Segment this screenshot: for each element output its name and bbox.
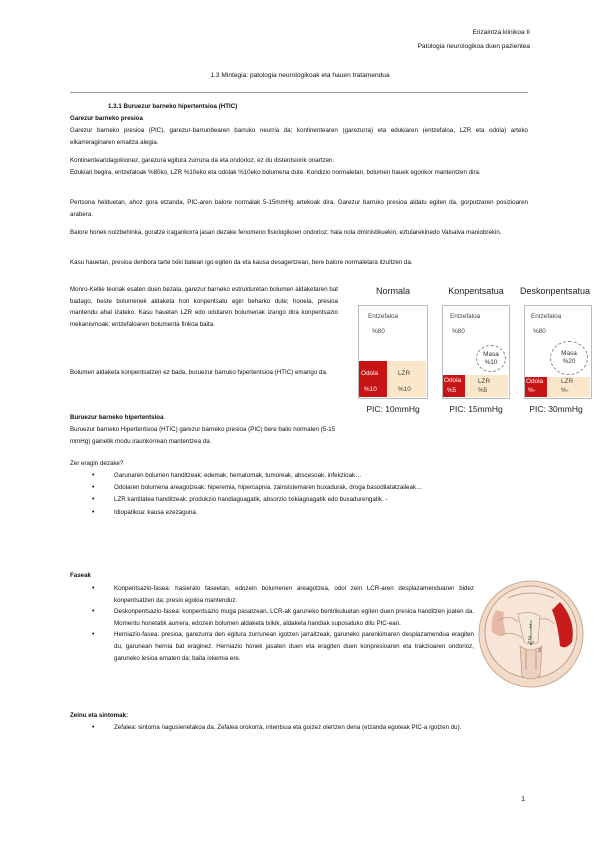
para-balore-normalak: Pertsona helduetan, ahoz gora etzanda, PIC-aren balore normalak 5-15mmHg artekoak dira. Garezur barruko presioa aldatu egiten da, gorputzaren posizioaren arabera. bbox=[70, 199, 528, 218]
para-monro-kellie: Monro-Kellie teoriak esaten duen bezala, garezur barneko estrukturetan bolumen aldaketaren bat badago, beste bolumenek aldaketa hori konpentsatu egin beharko dute; honela, presioa mantendu ahal izateko. Kasu hauetan LZR edo odolaren bolumenak izango dira konpentsazio mekanismoak; entzefaloaren bolumenta finkoa baita. bbox=[70, 286, 338, 328]
para-htic-definition: Buruezur barneko Hipertentsioa (HTIC) garezur barneko presioa (PIC) bere balio normalen (5-15 mmHg) gainetik modu iraunkorrean mantentzea da. bbox=[70, 426, 336, 445]
odola-label: Odola bbox=[526, 378, 544, 385]
list-item: • LZR kantitatea handitzeak: produkzio handiagoagatik, absorzio txikiagoagatik edo buxadurengatik. - bbox=[92, 494, 528, 506]
title-divider bbox=[70, 92, 528, 93]
para-kausa-desagertzean: Kasu hauetan, presioa denbora tarte txiki batean igo egiten da eta kausa desagertzean, bere balore normaletara itzultzen da. bbox=[70, 259, 413, 266]
header-subject: Patologia neurologikoa duen pazientea bbox=[417, 43, 530, 50]
col-title-deskonpentsatua: Deskonpentsatua bbox=[519, 286, 591, 296]
odola-label: Odola bbox=[444, 377, 462, 384]
lzr-label: LZR bbox=[478, 378, 491, 385]
entz-label: Entzefaloa bbox=[531, 313, 562, 320]
entz-pct: %80 bbox=[452, 328, 465, 335]
masa-ellipse bbox=[476, 345, 506, 372]
page-number: 1 bbox=[521, 796, 525, 803]
lzr-label: LZR bbox=[398, 370, 411, 377]
header-course: Erizaintza klinikoa II bbox=[472, 29, 530, 36]
heading-htic: Buruezur barneko hipertentsioa bbox=[70, 414, 164, 421]
lzr-label: LZR bbox=[561, 378, 574, 385]
para-pic-definition: Garezur barneko presioa (PIC), garezur-barrunbearen barruko neurria da; kontinentearen (garezurra) eta edukiaren (entzefaloa, LZR eta odola) arteko elkarreraginaren emaitza alegia. bbox=[70, 127, 528, 146]
heading-garezur-presioa: Garezur barneko presioa bbox=[70, 115, 143, 122]
pic-deskonpentsatua: PIC: 30mmHg bbox=[529, 404, 583, 414]
masa-pct: %10 bbox=[484, 358, 498, 366]
list-item: • Garunaren bolumen handitzeak: edemak, hematomak, tumoreak, abscesoak, infekzioak… bbox=[92, 470, 528, 482]
pic-konpentsatua: PIC: 15mmHg bbox=[449, 404, 503, 414]
list-item: • Odolaren bolumena areagotzeak: hiperemia, hipercapnia, zainsistemaren buxadurak, droga basodilatatzaileak… bbox=[92, 482, 528, 494]
list-item: • Idiopatikoa: kausa ezezaguna. bbox=[92, 507, 528, 519]
pic-normala: PIC: 10mmHg bbox=[366, 404, 420, 414]
subsection-title: 1.3.1 Buruezur barneko hipertentsioa (HTIC) bbox=[108, 103, 238, 110]
para-kontinentea: Kontinentearidagokionez, garezura egitura zurruna da eta ondorioz, ez du distentsiorik onartzen. bbox=[70, 157, 335, 164]
list-item: • Deskonpentsazio-fasea: konpentsazio muga pasatzean, LCR-ak garuneko bentrikuluetan egiten duen presioa handitzen joaten da. Momentu honetatik aurrera, edozein bolumen aldaketa txikik, aldaketa handiak suposatuko ditu PIC-ean. bbox=[92, 606, 474, 629]
masa-pct: %20 bbox=[562, 358, 576, 365]
odola-label: Odola bbox=[361, 370, 379, 377]
brain-icon bbox=[478, 580, 584, 688]
list-item: • Zefalea: sintoma nagusienetakoa da. Zefalea orokorra, intentsua eta goizez olertzen dena (etzanda egoteak PIC-a igotzen du). bbox=[92, 722, 528, 734]
entz-label: Entzefaloa bbox=[450, 313, 481, 320]
entz-pct: %80 bbox=[372, 328, 385, 335]
svg-text:2: 2 bbox=[528, 636, 531, 642]
para-edukia: Edukiari begira, entzefaloak %80ko, LZR %10eko eta odolak %10eko bolumena dute. Kondizio normaletan, bolumen hauek egonkor mantentzen dira. bbox=[70, 169, 481, 176]
zer-eragin: Zer eragin dezake? bbox=[70, 460, 124, 467]
odola-pct: %10 bbox=[364, 386, 377, 393]
masa-ellipse bbox=[550, 341, 588, 375]
brain-herniation-illustration bbox=[478, 580, 584, 688]
entz-label: Entzefaloa bbox=[368, 313, 399, 320]
col-title-konpentsatua: Konpentsatua bbox=[448, 286, 504, 296]
col-title-normala: Normala bbox=[375, 286, 410, 296]
lzr-pct: %10 bbox=[398, 386, 411, 393]
lzr-pct: %- bbox=[561, 387, 569, 394]
svg-text:1: 1 bbox=[529, 624, 532, 630]
causes-list bbox=[92, 470, 528, 518]
entz-pct: %80 bbox=[533, 328, 546, 335]
odola-pct: %- bbox=[528, 387, 536, 394]
list-item: • Konpentsazio-fasea: hasieralo faseetan, edozein bolumenen areagotzea, odol zein LCR-aren desplazamenduaren bidez konpentsatzen da; presio egokia mantenduz. bbox=[92, 583, 474, 606]
pic-compartment-figure bbox=[354, 286, 594, 414]
lzr-pct: %5 bbox=[478, 387, 488, 394]
odola-pct: %5 bbox=[447, 387, 457, 394]
heading-zeinu-sintomak: Zeinu eta sintomak: bbox=[70, 712, 129, 719]
section-title: 1.3 Mintegia: patologia neurologikoak eta hauen tratamendua bbox=[210, 72, 390, 79]
para-goratze-iragankorra: Balore honek noizbehinka, goratze iragankorra jasan dezake fenomeno fisiologikoen ondorioz; hala nola dministikuekin, eztularekinedo Valsalva maniobrekin. bbox=[70, 229, 502, 236]
phases-list bbox=[92, 583, 474, 664]
list-item: • Herniazio-fasea: presioa, garezurra den egitura zurrunean igotzen jarraitzeak, garuneko parenkimaren desplazamendua eragiten du, garunean hernia bat eraginez. Herniazio honek jasaten duen eta eragiten duen konpresioaren eta trakzioaren ondorioz, garuneko lesioa ematen da; baita iskemia ere. bbox=[92, 629, 474, 664]
symptoms-list bbox=[92, 722, 528, 734]
svg-text:3: 3 bbox=[538, 648, 541, 654]
masa-label: Masa bbox=[483, 350, 499, 358]
heading-faseak: Faseak bbox=[70, 572, 91, 579]
masa-label: Masa bbox=[561, 350, 577, 357]
para-htic-emango: Bolumen aldaketa konpentsatzen ez bada, buruezur barruko hipertentsioa (HTIC) emango da. bbox=[70, 369, 328, 376]
